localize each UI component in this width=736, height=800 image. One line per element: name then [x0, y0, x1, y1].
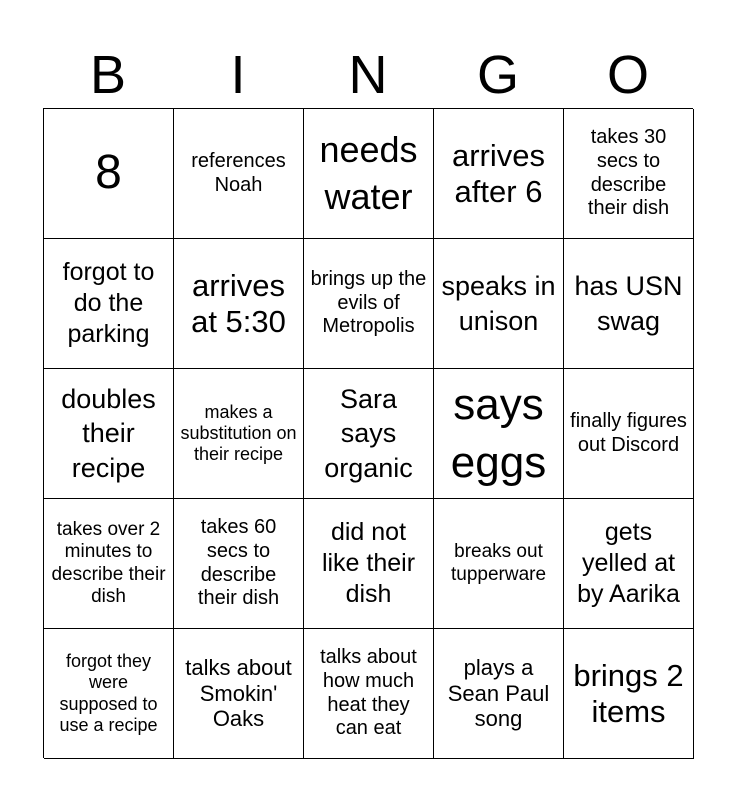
cell-text: brings 2 items: [573, 657, 684, 729]
bingo-cell[interactable]: [434, 239, 564, 369]
cell-text: breaks out tupperware: [450, 541, 547, 585]
bingo-cell[interactable]: [304, 499, 434, 629]
cell-text: gets yelled at by Aarika: [577, 517, 680, 609]
bingo-cell[interactable]: [434, 109, 564, 239]
cell-text: plays a Sean Paul song: [447, 654, 550, 732]
bingo-cell[interactable]: [44, 369, 174, 499]
bingo-cell[interactable]: [44, 499, 174, 629]
header-letter-i: I: [230, 45, 246, 105]
bingo-cell[interactable]: [174, 109, 304, 239]
bingo-cell[interactable]: [44, 109, 174, 239]
bingo-cell[interactable]: [44, 629, 174, 759]
header-letter-n: N: [348, 45, 388, 105]
cell-text: says eggs: [450, 380, 547, 487]
bingo-cell[interactable]: [174, 369, 304, 499]
cell-text: needs water: [319, 128, 418, 217]
bingo-cell[interactable]: [434, 629, 564, 759]
cell-text: did not like their dish: [321, 517, 416, 609]
cell-text: makes a substitution on their recipe: [180, 401, 297, 465]
bingo-cell[interactable]: [304, 109, 434, 239]
cell-text: talks about Smokin' Oaks: [185, 654, 292, 732]
cell-text: forgot they were supposed to use a recipe: [59, 651, 158, 735]
cell-text: arrives at 5:30: [191, 267, 286, 339]
bingo-cell[interactable]: [564, 499, 694, 629]
bingo-cell[interactable]: [434, 369, 564, 499]
bingo-cell[interactable]: [174, 499, 304, 629]
cell-text: speaks in unison: [441, 270, 556, 336]
cell-text: finally figures out Discord: [570, 409, 687, 456]
bingo-cell[interactable]: [564, 239, 694, 369]
cell-text: 8: [95, 146, 122, 200]
header-letter-o: O: [606, 45, 649, 105]
cell-text: references Noah: [191, 149, 286, 196]
bingo-board: [43, 108, 693, 758]
header-letter-b: B: [89, 45, 127, 105]
bingo-cell[interactable]: [174, 629, 304, 759]
cell-text: has USN swag: [574, 270, 683, 336]
cell-text: takes 60 secs to describe their dish: [197, 516, 280, 610]
bingo-cell[interactable]: [304, 629, 434, 759]
bingo-cell[interactable]: [564, 109, 694, 239]
cell-text: takes 30 secs to describe their dish: [587, 126, 670, 220]
cell-text: brings up the evils of Metropolis: [310, 268, 427, 338]
cell-text: doubles their recipe: [61, 383, 156, 483]
bingo-cell[interactable]: [564, 629, 694, 759]
bingo-cell[interactable]: [174, 239, 304, 369]
cell-text: forgot to do the parking: [62, 257, 155, 349]
bingo-cell[interactable]: [44, 239, 174, 369]
bingo-header: [43, 42, 693, 108]
bingo-cell[interactable]: [304, 239, 434, 369]
bingo-cell[interactable]: [304, 369, 434, 499]
bingo-cell[interactable]: [434, 499, 564, 629]
cell-text: Sara says organic: [324, 383, 413, 483]
header-letter-g: G: [476, 45, 519, 105]
bingo-cell[interactable]: [564, 369, 694, 499]
cell-text: arrives after 6: [451, 137, 545, 209]
cell-text: talks about how much heat they can eat: [320, 646, 417, 740]
cell-text: takes over 2 minutes to describe their dish: [51, 518, 166, 607]
